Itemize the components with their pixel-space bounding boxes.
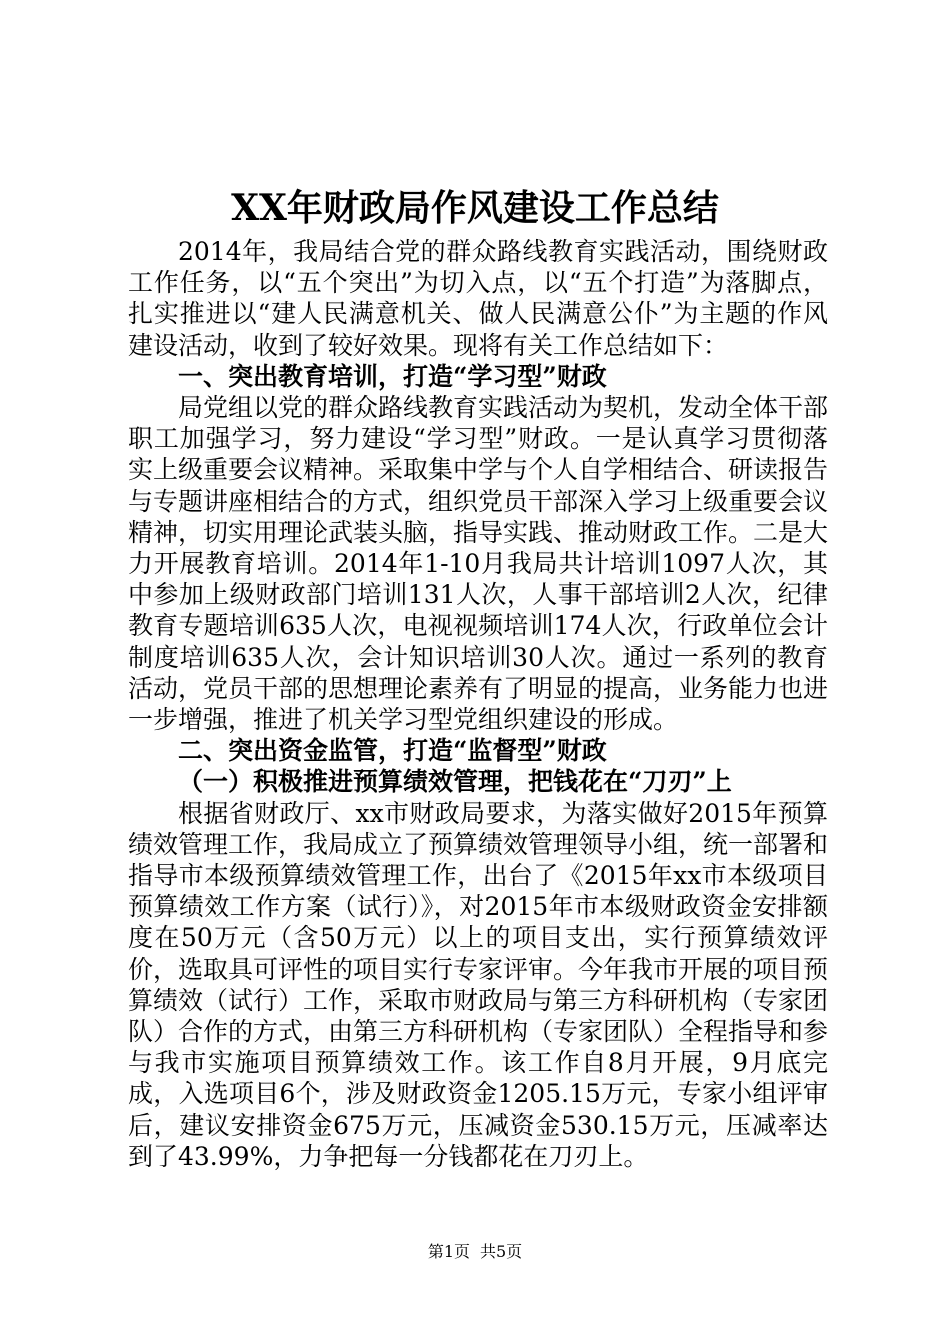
section-1-paragraph: 局党组以党的群众路线教育实践活动为契机，发动全体干部职工加强学习，努力建设“学习型”财政。一是认真学习贯彻落实上级重要会议精神。采取集中学与个人自学相结合、研读报告与专题讲座相结合的方式，组织党员干部深入学习上级重要会议精神，切实用理论武装头脑，指导实践、推动财政工作。二是大力开展教育培训。2014年1-10月我局共计培训1097人次，其中参加上级财政部门培训131人次，人事干部培训2人次，纪律教育专题培训635人次，电视视频培训174人次，行政单位会计制度培训635人次，会计知识培训30人次。通过一系列的教育活动，党员干部的思想理论素养有了明显的提高，业务能力也进一步增强，推进了机关学习型党组织建设的形成。 [128,393,829,735]
section-2-paragraph: 根据省财政厅、xx市财政局要求，为落实做好2015年预算绩效管理工作，我局成立了预算绩效管理领导小组，统一部署和指导市本级预算绩效管理工作，出台了《2015年xx市本级项目预算绩效工作方案（试行）》，对2015年市本级财政资金安排额度在50万元（含50万元）以上的项目支出，实行预算绩效评价，选取具可评性的项目实行专家评审。今年我市开展的项目预算绩效（试行）工作，采取市财政局与第三方科研机构（专家团队）合作的方式，由第三方科研机构（专家团队）全程指导和参与我市实施项目预算绩效工作。该工作自8月开展，9月底完成，入选项目6个，涉及财政资金1205.15万元，专家小组评审后，建议安排资金675万元，压减资金530.15万元，压减率达到了43.99%，力争把每一分钱都花在刀刃上。 [128,798,829,1171]
page-footer [0,1242,950,1262]
page-number: 第1页 [427,1242,470,1261]
page-total: 共5页 [480,1242,523,1261]
intro-paragraph: 2014年，我局结合党的群众路线教育实践活动，围绕财政工作任务，以“五个突出”为切入点，以“五个打造”为落脚点，扎实推进以“建人民满意机关、做人民满意公仆”为主题的作风建设活动，收到了较好效果。现将有关工作总结如下： [128,237,828,360]
page-title: XX年财政局作风建设工作总结 [231,187,719,229]
section-1-heading: 一、突出教育培训，打造“学习型”财政 [178,361,607,391]
section-2-heading: 二、突出资金监管，打造“监督型”财政 [178,736,607,766]
document-body [128,236,828,1172]
section-2-subheading: （一）积极推进预算绩效管理，把钱花在“刀刃”上 [178,767,732,797]
